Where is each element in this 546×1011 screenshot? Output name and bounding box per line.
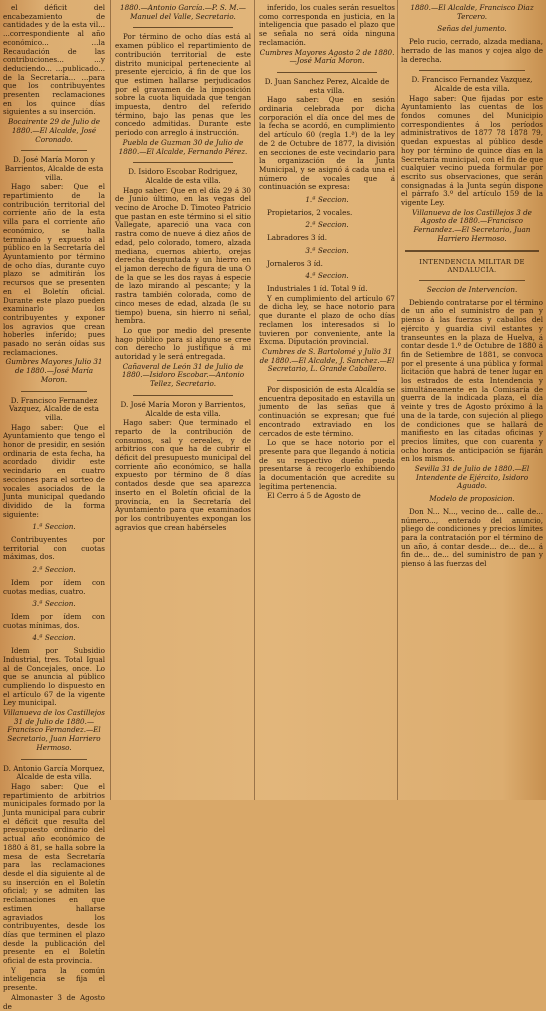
notice-text: Hago saber: Que terminado el reparto de la contribución de consumos, sal y cereales, y de arbitrios con que ha de cubrir el déficit del presupuesto municipal del corriente año económico, se halla expuesto por término de 8 días contados desde que sea aparezca inserto en el Boletín oficial de la provincia, en la Secretaría del Ayuntamiento para que examinados por los contribuyentes expongan los agravios que crean habérseles [115,418,251,532]
section-text: Jornaleros 3 íd. [267,258,323,268]
notice-signature: Villanueva de los Castillejos 31 de Julio de 1880.—Francisco Fernandez.—El Secretario, Juan Harriero Hermoso. [3,708,105,752]
divider [277,380,377,381]
section-text: Propietarios, 2 vocales. [267,207,353,217]
section-text: Labradores 3 íd. [267,233,328,243]
divider [21,150,87,151]
notice-text: Pelo rucio, cerrado, alzada mediana, herrado de las manos y cojea algo de la derecha. [401,37,543,64]
notice-text: Hago saber: Que en sesión ordinaria celebrada por dicha corporación el día once del mes de la fecha se acordó, en cumplimiento del artículo 60 (regla 1.ª) de la ley de 2 de Octubre de 1877, la división en secciones de este vecindario para la organización de la Junta Municipal, y se asignó á cada una el número de vocales que á continuación se expresa: [259,95,395,192]
notice-signature: Gumbres Mayores Julio 31 de 1880.—José María Moron. [5,357,103,384]
notice-text: Y para la común inteligencia se fija el presente. [3,965,105,993]
notice-signature: Cumbres de S. Bartolomé y Julio 31 de 1880.—El Alcalde, J. Sanchez.—El Secretario, L. Grande Caballero. [259,346,395,374]
section-title: 4.ª Seccion. [305,271,349,281]
notice-signature: Puebla de Guzman 30 de Julio de 1880.—El Alcalde, Fernando Pérez. [118,137,248,156]
notice-heading: D. Isidoro Escobar Rodriguez, Alcalde de esta villa. [128,167,238,185]
divider [419,70,525,71]
notice-text: Lo que se hace notorio por el presente para que llegando á noticia de su respectivo dueño pueda presentarse á recogerlo exhibiendo la documentación que acredite su legítima pertenencia. [259,438,395,491]
notice-heading: D. Juan Sanchez Perez, Alcalde de esta villa. [264,76,390,95]
column-1 [0,0,108,1011]
notice-text: Hago saber: Que el repartimiento de la contribución territorial del corriente año de la esta villa para el corriente año económico, se halla terminado y expuesto al público en la Secretaría del Ayuntamiento por término de ocho días, durante cuyo plazo se admitirán los recursos que se presenten en el Boletín oficial. Durante este plazo pueden examinarlo los contribuyentes y exponer los agravios que crean hoberles inferido; pues pasado no serán oídas sus reclamaciones. [3,182,105,357]
section-text: Idem por Subsidio Industrial, tres. Total Igual al de Concejales, once. Lo que se anuncia al público cumpliendo lo dispuesto en el artículo 67 de la vigente Ley municipal. [3,646,105,708]
notice-signature: Cañaveral de León 31 de Julio de 1880.—Isidoro Escobar.—Antonio Tellez, Secretario. [121,361,245,389]
section-text: Idem por ídem con cuotas medias, cuatro. [3,577,105,596]
notice-text: Por disposición de esta Alcaldía se encuentra depositado en estavilla un jumento de las señas que á continuación se expresan; que fué encontrado extraviado en los cercados de este término. [259,385,395,438]
notice-signature: Villanueva de los Castillejos 3 de Agosto de 1880.—Francisco Fernandez.—El Secretario, Juan Harriero Hermoso. [412,207,532,243]
section-title: 2.ª Seccion. [305,220,349,230]
section-title: Seccion de Intervencion. [426,284,518,294]
column-4 [398,0,546,800]
notice-signature: Almonaster 3 de Agosto de [3,992,105,1011]
section-title: Modelo de proposicion. [429,494,515,504]
notice-heading: D. José María Moron y Barrientos, Alcalde de esta villa. [120,399,246,418]
section-title: 1.ª Seccion. [305,195,349,205]
divider [21,759,87,760]
divider [419,280,525,281]
column-rule [254,0,255,800]
section-text: Industriales 1 íd. Total 9 íd. [267,283,368,293]
notice-text: Don N... N..., vecino de... calle de... número..., enterado del anuncio, pliego de condiciones y precios límites para la contratación por el término de un año, á contar desde... de... de... á fin de... de... del suministro de pan y pienso á las fuerzas del [401,506,543,569]
notice-heading: D. Antonio García Morquez, Alcalde de esta villa. [3,763,105,782]
notice-text: inferido, los cuales serán resueltos como corresponda en justicia, en la inteligencia que pasado el plazo que se señala no será oída ninguna reclamación. [259,3,395,47]
notice-text: Hago saber: Que el Ayuntamiento que tengo el honor de presidir, en sesión ordinaria de esta fecha, ha acordado dividir este vecindario en cuatro secciones para el sorteo de vocales asociados de la Junta municipal quedando dividido de la forma siguiente: [3,422,105,519]
section-text: Contribuyentes por territorial con cuotas máximas, dos. [3,535,105,562]
notice-text: Y en cumplimiento del artículo 67 de dicha ley, se hace notorio para que durante el plazo de ocho días reclamen los interesados si lo tuvieren por conveniente, ante la Excma. Diputación provincial. [259,293,395,347]
section-title: Señas del jumento. [437,24,507,34]
section-title: 2.ª Seccion. [32,565,76,575]
divider [133,162,233,163]
notice-text: el déficit del encabezamiento de cantidades y de la esta vil... ...correspondiente al año económico... ...la Recaudación de las contribuciones... ...y deduciendo... ...publicado... de la Secretaría... ...para que los contribuyentes presenten reclamaciones en los quince días siguientes a su inserción. [3,3,105,117]
double-divider [405,250,539,252]
column-rule [110,0,111,800]
section-title: 1.ª Seccion. [32,522,76,532]
notice-signature: Cumbres Mayores Agosto 2 de 1880.—José María Moron. [259,47,395,66]
divider [277,72,377,73]
notice-signature: Bocairente 29 de Julio de 1880.—El Alcalde, José Coronado. [7,117,101,144]
section-title: 4.ª Seccion. [32,633,76,643]
notice-text: Debiendo contratarse por el término de un año el suministro de pan y pienso á las fuerzas y caballos del ejército y guardia civil estantes y transeuntes en la plaza de Huelva, á contar desde 1.º de Octubre de 1880 á fin de Setiembre de 1881, se convoca por el presente á una pública y formal licitación que habrá de tener lugar en los estrados de esta Intendencia y simultáneamente en la Comisaría de guerra de la indicada plaza, el día veinte y tres de Agosto próximo á la una de la tarde, con sujeción al pliego de condiciones que se hallará de manifiesto en las citadas oficinas y precios límites, que con cuarenta y ocho horas de anticipación se fijarán en los mismos. [401,297,543,464]
notice-text: Hago saber: Que fijadas por este Ayuntamiento las cuentas de los fondos comunes del Municipio correspondientes á los períodos administrativos de 1877 78 1878 79, quedan expuestas al público desde hoy por término de quince días en la Secretaría municipal, con el fin de que cualquier vecino pueda formular por escrito sus observaciones, que serán consignadas á la Junta según dispone el párrafo 3.º del artículo 159 de la vigente Ley. [401,93,543,208]
notice-text: Por término de ocho días está al examen público el repartimiento de contribución territorial de este distrito municipal perteneciente al presente ejercicio, á fin de que los que estimen hallarse perjudicados por el gravamen de la imposición sobre la cuota liquidada que tengan impuesta, dentro del referido término, bajo las penas que les concedo admitidas. Durante este periodo con arreglo á instrucción. [115,32,251,138]
notice-heading: D. José María Moron y Barrientos, Alcalde de esta villa. [4,155,104,182]
divider [133,395,233,396]
notice-text: Hago saber: Que en el día 29 á 30 de Junio último, en las vegas del vecino de Aroche D. Timoteo Patricio que pastan en este término si el sitio Vallegate, apareció una vaca con rastra como de nueve á diez años de edad, pelo colorado, tomero, alzada mediana, cuernos abierto, orejas derecha despuntada y un hierro en el jamon derecho de figura de una O de la que se les dos rayas á especie de lazo mirando al pescante; y la rastra también colorada, como de cinco meses de edad, alzada (le su tiempo) buena, sin hierro ni señal, hembra. [115,185,251,326]
notice-text: Hago saber: Que el repartimiento de arbitrios municipales formado por la Junta municipal para cubrir el déficit que resulta del presupuesto ordinario del actual año económico de 1880 á 81, se halla sobre la mesa de esta Secretaría para las reclamaciones desde el día siguiente al de su inserción en el Boletín oficial; y se admiten las reclamaciones en que estimen hallarse agraviados los contribuyentes, desde los días que terminen el plazo desde la publicación del presente en el Boletín oficial de esta provincia. [3,781,105,966]
section-title: 3.ª Seccion. [305,245,349,255]
section-text: Idem por ídem con cuotas mínimas, dos. [3,612,105,630]
notice-heading: D. Francisco Fernandez Vazquez, Alcalde de esta villa. [411,75,533,93]
column-2 [112,0,254,800]
notice-signature: 1880.—Antonio García.—P. S. M.—Manuel del Valle, Secretario. [120,3,246,21]
section-title: 3.ª Seccion. [32,599,76,609]
notice-text: Lo que por medio del presente hago público para si alguno se cree con derecho lo justifique á mi autoridad y le será entregada. [115,325,251,362]
divider [21,391,87,392]
notice-heading: D. Francisco Fernandez Vazquez, Alcalde de esta villa. [9,395,99,422]
divider [133,27,233,28]
notice-signature: El Cerro á 5 de Agosto de [267,491,361,501]
notice-signature: Sevilla 31 de Julio de 1880.—El Intendente de Ejército, Isidoro Aguado. [414,464,530,491]
column-3 [256,0,398,800]
section-header: INTENDENCIA MILITAR DE ANDALUCÍA. [419,257,525,275]
notice-signature: 1880.—El Alcalde, Francisco Diaz Tercero. [410,3,534,21]
